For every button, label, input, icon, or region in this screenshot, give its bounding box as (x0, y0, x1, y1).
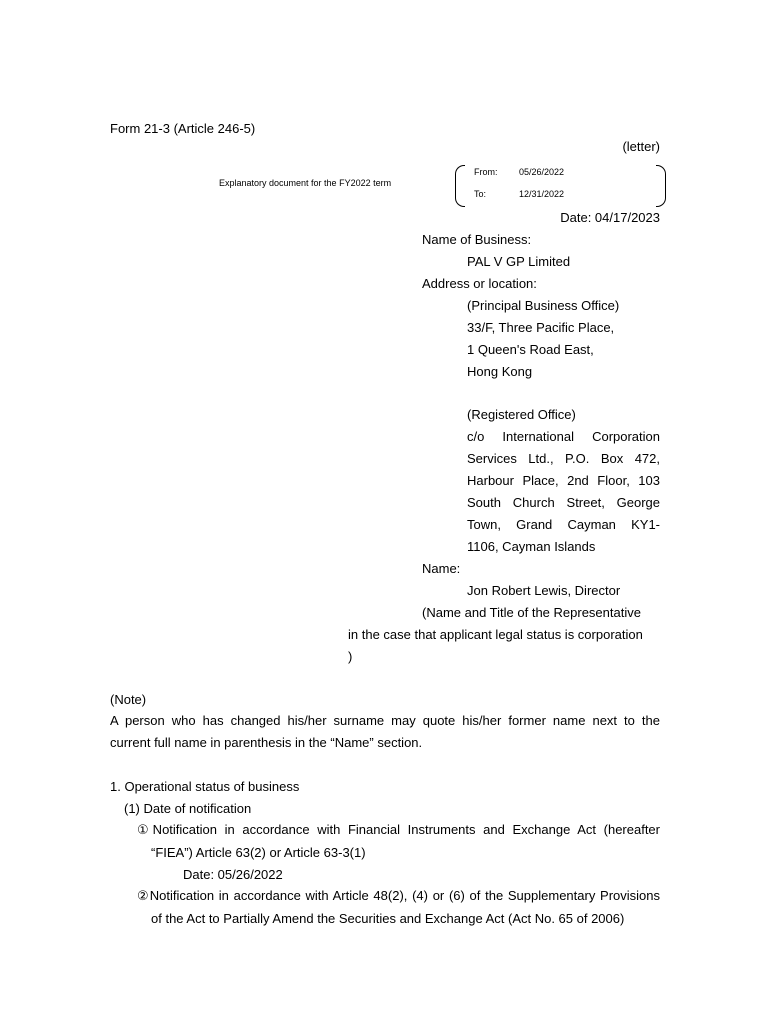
notification-date: Date: 05/26/2022 (183, 867, 283, 882)
section-heading: 1. Operational status of business (110, 779, 300, 794)
notification-item-1 (137, 819, 660, 841)
document-date: Date: 04/17/2023 (560, 210, 660, 225)
document-title: Explanatory document for the FY2022 term (219, 178, 392, 188)
notification-item-line: ①Notification in accordance with Financial Instruments and Exchange Act (hereafter (137, 822, 660, 837)
business-name-label: Name of Business: (422, 232, 532, 247)
registered-office-line: c/o International Corporation (467, 429, 660, 444)
period-to-value: 12/31/2022 (519, 189, 565, 199)
principal-office-line: Hong Kong (467, 364, 533, 379)
business-name-value: PAL V GP Limited (467, 254, 571, 269)
registered-office-address (467, 426, 660, 558)
period-from-label: From: (474, 167, 498, 177)
principal-office-line: 33/F, Three Pacific Place, (467, 320, 615, 335)
period-bracket-left (455, 165, 465, 207)
period-from-value: 05/26/2022 (519, 167, 565, 177)
representative-note: (Name and Title of the Representative (422, 605, 641, 620)
form-reference: Form 21-3 (Article 246-5) (110, 121, 256, 136)
registered-office-heading: (Registered Office) (467, 407, 576, 422)
subsection-heading: (1) Date of notification (124, 801, 252, 816)
notification-item-2 (137, 885, 660, 907)
registered-office-line: Services Ltd., P.O. Box 472, (467, 451, 660, 466)
representative-note: ) (348, 649, 353, 664)
note-line: A person who has changed his/her surname may quote his/her former name next to the (110, 713, 660, 728)
representative-label: Name: (422, 561, 461, 576)
principal-office-heading: (Principal Business Office) (467, 298, 620, 313)
note-body (110, 710, 660, 754)
principal-office-line: 1 Queen's Road East, (467, 342, 594, 357)
representative-value: Jon Robert Lewis, Director (467, 583, 621, 598)
registered-office-line: South Church Street, George (467, 495, 660, 510)
letter-note: (letter) (622, 139, 660, 154)
period-to-label: To: (474, 189, 487, 199)
notification-item-line: ②Notification in accordance with Article 48(2), (4) or (6) of the Supplementary Provisions (137, 888, 660, 903)
notification-item-line: of the Act to Partially Amend the Securities and Exchange Act (Act No. 65 of 2006) (151, 911, 625, 926)
period-bracket-right (656, 165, 666, 207)
representative-note: in the case that applicant legal status is corporation (348, 627, 643, 642)
address-label: Address or location: (422, 276, 537, 291)
note-heading: (Note) (110, 692, 147, 707)
note-line: current full name in parenthesis in the “Name” section. (110, 735, 423, 750)
notification-item-line: “FIEA”) Article 63(2) or Article 63-3(1) (151, 845, 366, 860)
registered-office-line: 1106, Cayman Islands (467, 539, 596, 554)
registered-office-line: Harbour Place, 2nd Floor, 103 (467, 473, 660, 488)
registered-office-line: Town, Grand Cayman KY1- (467, 517, 660, 532)
